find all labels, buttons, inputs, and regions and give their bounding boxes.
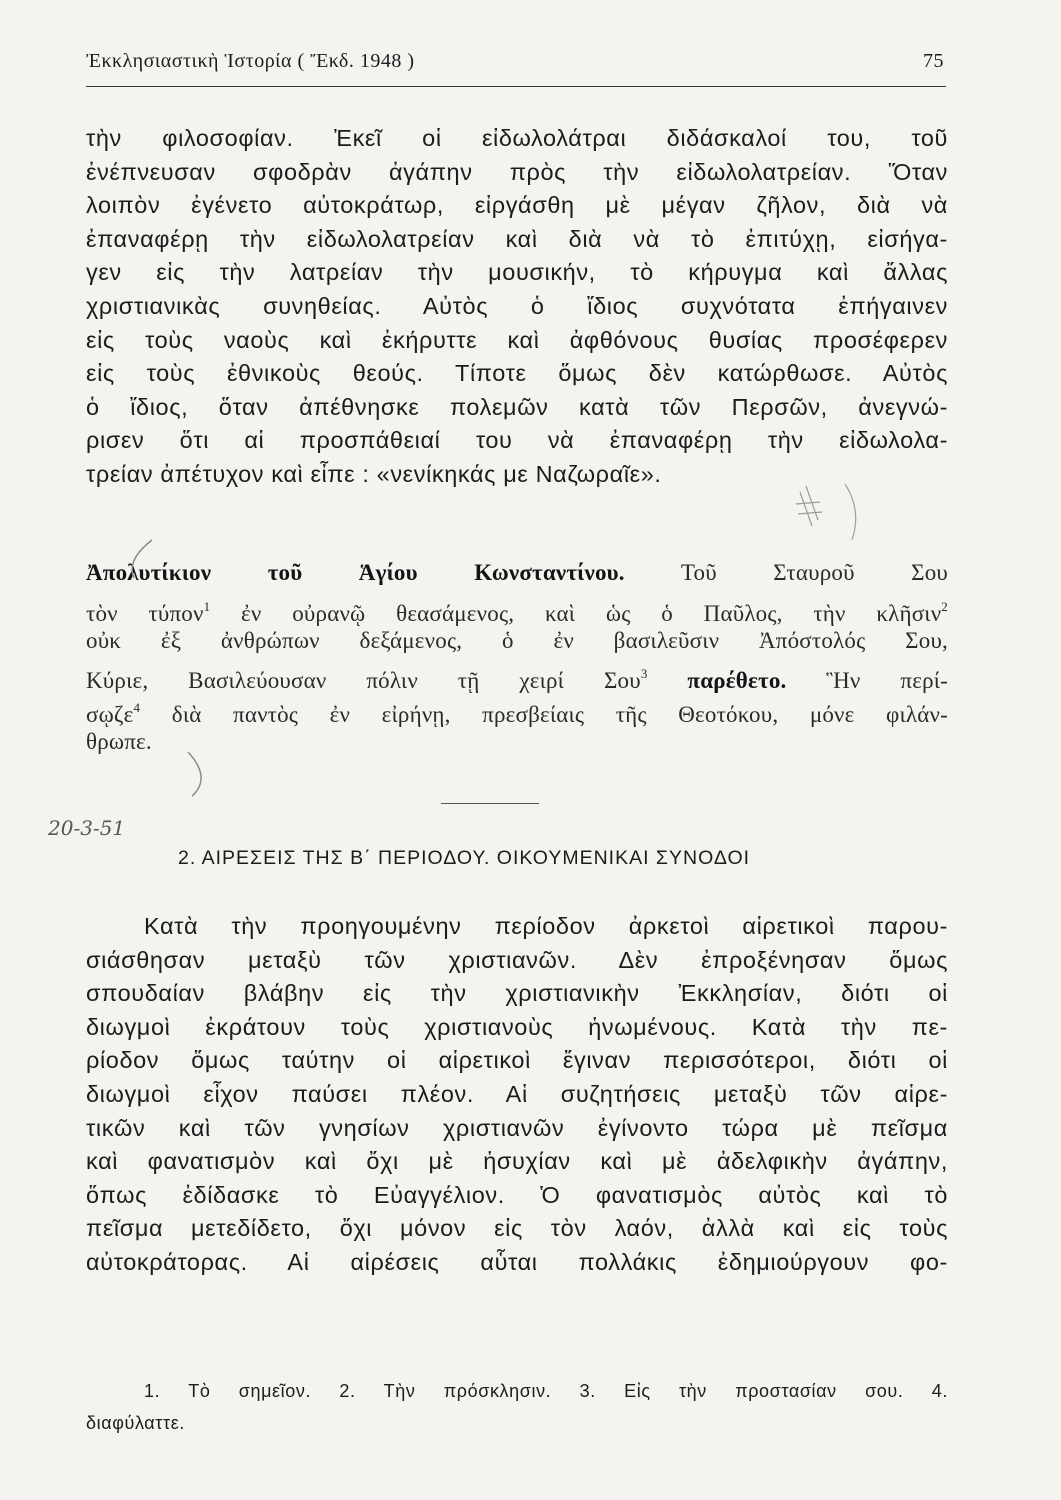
hymn-line bbox=[86, 657, 949, 694]
handwritten-date: 20-3-51 bbox=[48, 816, 126, 840]
apolytikion-block bbox=[86, 556, 948, 759]
text-line: καὶ φανατισμὸν καὶ ὄχι μὲ ἡσυχίαν καὶ μὲ ἀδελφικὴν ἀγάπην, bbox=[86, 1148, 948, 1175]
text-line: ἐνέπνευσαν σφοδρὰν ἀγάπην πρὸς τὴν εἰδωλολατρείαν. Ὅταν bbox=[86, 158, 948, 185]
hymn-text: Ἣν περί- bbox=[826, 668, 949, 694]
hymn-line: θρωπε. bbox=[86, 728, 152, 754]
header-rule bbox=[86, 86, 946, 87]
text-line: σπουδαίαν βλάβην εἰς τὴν χριστιανικὴν Ἐκκλησίαν, διότι οἱ bbox=[86, 980, 948, 1007]
running-head bbox=[86, 50, 944, 82]
text-line: εἰς τοὺς ἐθνικοὺς θεούς. Τίποτε ὅμως δὲν κατώρθωσε. Αὐτὸς bbox=[86, 360, 948, 387]
footnote-ref: 4 bbox=[133, 700, 141, 716]
pencil-hash-mark bbox=[796, 486, 822, 526]
text-line: λοιπὸν ἐγένετο αὐτοκράτωρ, εἰργάσθη μὲ μέγαν ζῆλον, διὰ νὰ bbox=[86, 192, 948, 219]
footnote-line: διαφύλαττε. bbox=[86, 1413, 185, 1433]
text-line: τὴν φιλοσοφίαν. Ἐκεῖ οἱ εἰδωλολάτραι διδάσκαλοί του, τοῦ bbox=[86, 125, 948, 151]
text-line: ὁ ἴδιος, ὅταν ἀπέθνησκε πολεμῶν κατὰ τῶν Περσῶν, ἀνεγνώ- bbox=[86, 393, 948, 420]
footnote-line: 1. Τὸ σημεῖον. 2. Τὴν πρόσκλησιν. 3. Εἰς τὴν προστασίαν σου. 4. bbox=[144, 1381, 948, 1401]
text-line: ρισεν ὅτι αἱ προσπάθειαί του νὰ ἐπαναφέρῃ τὴν εἰδωλολα- bbox=[86, 427, 948, 454]
hymn-line bbox=[86, 691, 948, 728]
text-line: πεῖσμα μετεδίδετο, ὄχι μόνον εἰς τὸν λαόν, ἀλλὰ καὶ εἰς τοὺς bbox=[86, 1215, 948, 1242]
text-line: ρίοδον ὅμως ταύτην οἱ αἱρετικοὶ ἔγιναν περισσότεροι, διότι οἱ bbox=[86, 1047, 948, 1074]
hymn-text: σῳζε bbox=[86, 702, 134, 728]
text-line: σιάσθησαν μεταξὺ τῶν χριστιανῶν. Δὲν ἐπροξένησαν ὅμως bbox=[86, 946, 948, 973]
hymn-text: τὸν τύπον bbox=[86, 600, 204, 626]
hymn-text: Κύριε, Βασιλεύουσαν πόλιν τῇ χειρί Σου bbox=[86, 668, 641, 694]
paragraph-julian bbox=[86, 122, 948, 492]
text-line: αὐτοκράτορας. Αἱ αἱρέσεις αὗται πολλάκις ἐδημιούργουν φο- bbox=[86, 1248, 948, 1275]
running-head-title: Ἐκκλησιαστικὴ Ἱστορία ( Ἔκδ. 1948 ) bbox=[86, 50, 415, 72]
hymn-line bbox=[86, 590, 948, 624]
text-line: διωγμοὶ εἶχον παύσει πλέον. Αἱ συζητήσεις μεταξὺ τῶν αἱρε- bbox=[86, 1080, 948, 1107]
paragraph-heresies bbox=[86, 910, 948, 1280]
text-line: Κατὰ τὴν προηγουμένην περίοδον ἀρκετοὶ αἱρετικοὶ παρου- bbox=[144, 913, 948, 939]
hymn-line: οὐκ ἐξ ἀνθρώπων δεξάμενος, ὁ ἐν βασιλεῦσιν Ἀπόστολός Σου, bbox=[86, 627, 948, 653]
footnote-ref: 1 bbox=[203, 598, 211, 614]
footnote-ref: 2 bbox=[941, 598, 948, 614]
pencil-curve-mark bbox=[845, 484, 856, 540]
footnote-ref: 3 bbox=[640, 666, 648, 682]
hymn-text: Τοῦ Σταυροῦ Σου bbox=[680, 560, 948, 585]
text-line: τικῶν καὶ τῶν γνησίων χριστιανῶν ἐγίνοντο τώρα μὲ πεῖσμα bbox=[86, 1114, 948, 1141]
text-line: χριστιανικὰς συνηθείας. Αὐτὸς ὁ ἴδιος συχνότατα ἐπήγαινεν bbox=[86, 292, 948, 319]
text-line: τρείαν ἀπέτυχον καὶ εἶπε : «νενίκηκάς με Ναζωραῖε». bbox=[86, 460, 662, 487]
hymn-line bbox=[86, 556, 948, 590]
hymn-text: διὰ παντὸς ἐν εἰρήνῃ, πρεσβείαις τῆς Θεοτόκου, μόνε φιλάν- bbox=[171, 702, 948, 728]
section-divider bbox=[441, 803, 539, 804]
text-line: διωγμοὶ ἐκράτουν τοὺς χριστιανοὺς ἡνωμένους. Κατὰ τὴν πε- bbox=[86, 1013, 948, 1040]
footnotes bbox=[86, 1375, 948, 1439]
text-line: ὅπως ἐδίδασκε τὸ Εὐαγγέλιον. Ὁ φανατισμὸς αὐτὸς καὶ τὸ bbox=[86, 1181, 948, 1208]
hymn-title: Ἀπολυτίκιον τοῦ Ἁγίου Κωνσταντίνου. bbox=[86, 560, 625, 585]
text-line: γεν εἰς τὴν λατρείαν τὴν μουσικήν, τὸ κήρυγμα καὶ ἄλλας bbox=[86, 259, 948, 286]
text-line: εἰς τοὺς ναοὺς καὶ ἐκήρυττε καὶ ἀφθόνους θυσίας προσέφερεν bbox=[86, 326, 948, 353]
section-heading: 2. ΑΙΡΕΣΕΙΣ ΤΗΣ Β΄ ΠΕΡΙΟΔΟΥ. ΟΙΚΟΥΜΕΝΙΚΑΙ ΣΥΝΟΔΟΙ bbox=[178, 847, 751, 869]
page-number: 75 bbox=[923, 50, 944, 72]
hymn-bold-text: παρέθετο. bbox=[687, 668, 787, 694]
text-line: ἐπαναφέρῃ τὴν εἰδωλολατρείαν καὶ διὰ νὰ τὸ ἐπιτύχῃ, εἰσήγα- bbox=[86, 225, 948, 252]
hymn-text: ἐν οὐρανῷ θεασάμενος, καὶ ὡς ὁ Παῦλος, τὴν κλῆσιν bbox=[241, 600, 942, 626]
